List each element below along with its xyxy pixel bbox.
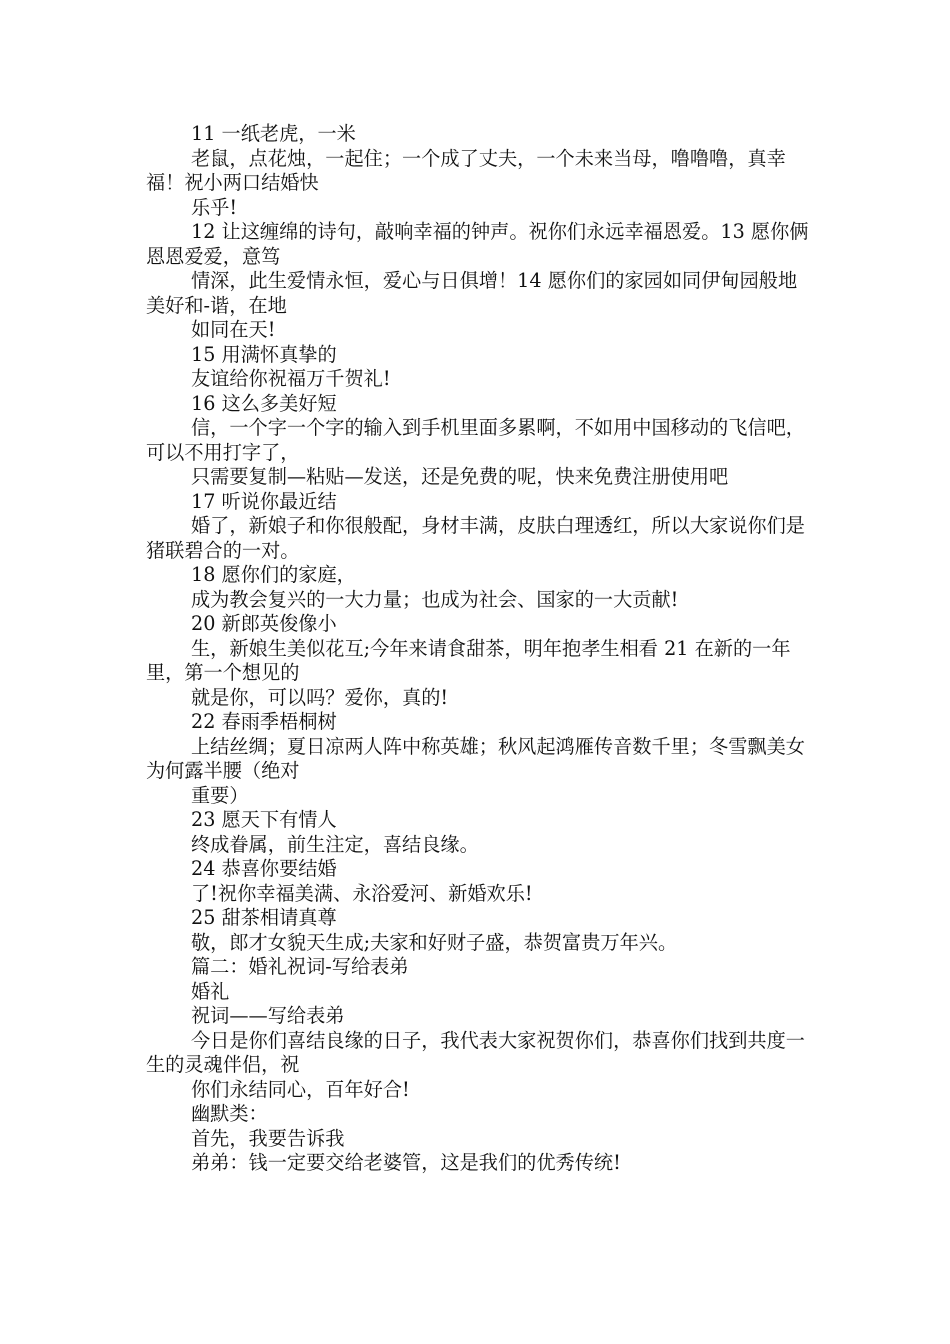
paragraph: 今日是你们喜结良缘的日子，我代表大家祝贺你们，恭喜你们找到共度一生的灵魂伴侣，祝 [146,1028,805,1076]
paragraph: 12 让这缠绵的诗句，敲响幸福的钟声。祝你们永远幸福恩爱。13 愿你俩恩恩爱爱，意笃 [146,220,809,268]
paragraph: 婚礼 [191,979,230,1003]
paragraph: 只需要复制—粘贴—发送，还是免费的呢，快来免费注册使用吧 [191,465,729,488]
paragraph: 老鼠，点花烛，一起住；一个成了丈夫，一个未来当母，噜噜噜，真幸福！祝小两口结婚快 [146,146,786,194]
paragraph: 25 甜茶相请真尊 [191,906,337,929]
paragraph: 你们永结同心，百年好合! [191,1077,410,1101]
paragraph: 了!祝你幸福美满、永浴爱河、新婚欢乐! [191,881,533,905]
paragraph: 23 愿天下有情人 [191,808,337,831]
paragraph: 18 愿你们的家庭， [191,563,356,586]
paragraph: 弟弟：钱一定要交给老婆管，这是我们的优秀传统! [191,1151,621,1174]
paragraph: 重要） [191,783,249,807]
paragraph: 祝词——写给表弟 [191,1004,345,1027]
paragraph: 友谊给你祝福万千贺礼! [191,367,391,390]
paragraph: 婚了，新娘子和你很般配，身材丰满，皮肤白理透红，所以大家说你们是猪联碧合的一对。 [146,514,805,562]
paragraph: 成为教会复兴的一大力量；也成为社会、国家的一大贡献! [191,587,679,611]
paragraph: 敬，郎才女貌天生成;夫家和好财子盛，恭贺富贵万年兴。 [191,930,678,954]
paragraph: 24 恭喜你要结婚 [191,857,337,880]
paragraph: 首先，我要告诉我 [191,1126,345,1150]
paragraph: 上结丝绸；夏日凉两人阵中称英雄；秋风起鸿雁传音数千里；冬雪飘美女为何露半腰（绝对 [146,734,805,782]
paragraph: 终成眷属，前生注定，喜结良缘。 [191,832,479,856]
paragraph: 17 听说你最近结 [191,489,337,513]
paragraph: 如同在天! [191,318,276,341]
paragraph: 22 春雨季梧桐树 [191,710,337,733]
document-body [146,122,814,1176]
paragraph: 情深，此生爱情永恒，爱心与日俱增！14 愿你们的家园如同伊甸园般地美好和-谐，在地 [146,269,798,317]
paragraph: 就是你，可以吗？爱你，真的! [191,685,449,709]
paragraph: 幽默类： [191,1102,268,1125]
paragraph: 20 新郎英俊像小 [191,612,337,635]
paragraph: 15 用满怀真挚的 [191,342,337,366]
paragraph: 生，新娘生美似花互;今年来请食甜茶，明年抱孝生相看 21 在新的一年里，第一个想见的 [146,636,791,684]
section-heading: 篇二：婚礼祝词-写给表弟 [191,955,409,978]
paragraph: 乐乎! [191,195,238,219]
paragraph: 16 这么多美好短 [191,391,337,415]
paragraph: 信，一个字一个字的输入到手机里面多累啊，不如用中国移动的飞信吧，可以不用打字了， [146,416,805,464]
paragraph: 11 一纸老虎，一米 [191,122,356,145]
